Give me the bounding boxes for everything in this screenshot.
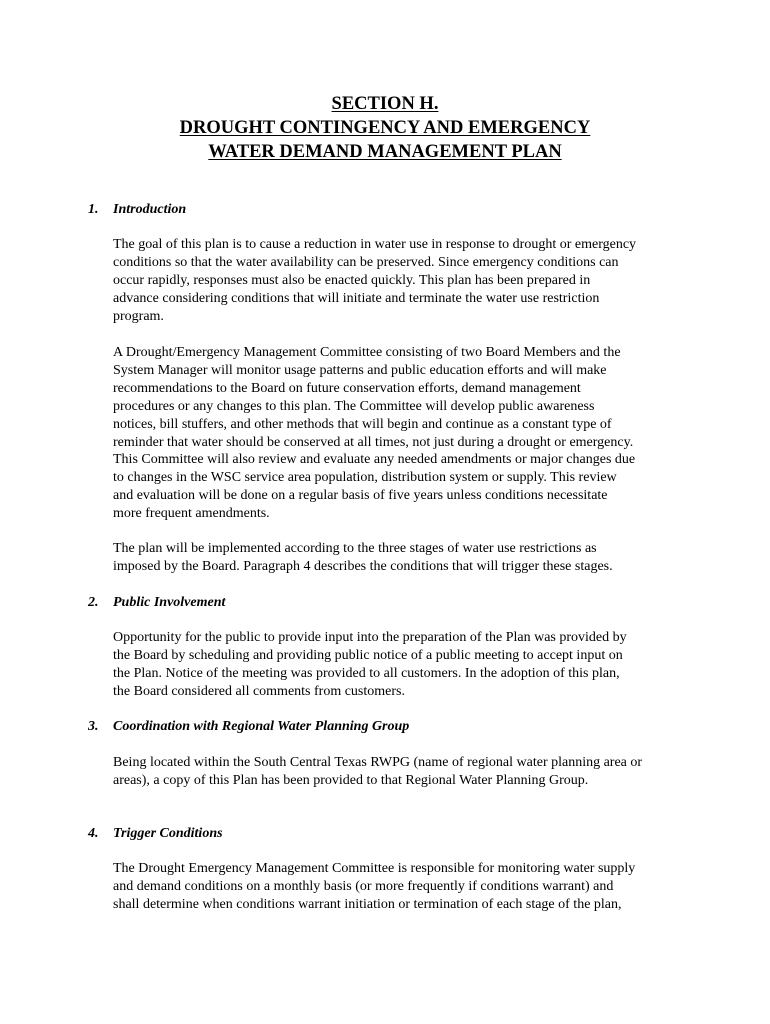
section-4-paragraph-1 [113,860,688,914]
text-line: and demand conditions on a monthly basis (or more frequently if conditions warrant) and [113,878,614,894]
text-line: procedures or any changes to this plan. The Committee will develop public awareness [113,398,595,414]
section-2-heading [88,594,225,612]
section-4-number: 4. [88,826,99,841]
text-line: The plan will be implemented according to the three stages of water use restrictions as [113,541,597,556]
text-line: shall determine when conditions warrant initiation or termination of each stage of the plan, [113,896,622,912]
section-3-number: 3. [88,719,99,734]
section-3-title: Coordination with Regional Water Planning Group [113,719,410,734]
section-2-number: 2. [88,595,99,610]
text-line: conditions so that the water availability can be preserved. Since emergency conditions can [113,254,619,270]
text-line: A Drought/Emergency Management Committee consisting of two Board Members and the [113,345,621,360]
text-line: to changes in the WSC service area population, distribution system or supply. This review [113,470,617,486]
text-line: advance considering conditions that will initiate and terminate the water use restriction [113,290,600,306]
section-1-number: 1. [88,202,99,217]
text-line: the Board considered all comments from customers. [113,683,405,699]
text-line: reminder that water should be conserved at all times, not just during a drought or emergency. [113,434,634,450]
text-line: the Plan. Notice of the meeting was provided to all customers. In the adoption of this plan, [113,665,620,681]
text-line: notices, bill stuffers, and other methods that will begin and continue as a constant type of [113,416,612,432]
text-line: more frequent amendments. [113,506,270,522]
text-line: and evaluation will be done on a regular basis of five years unless conditions necessitate [113,488,608,504]
section-1-heading [88,201,186,219]
title-line-water: WATER DEMAND MANAGEMENT PLAN [208,142,562,162]
text-line: occur rapidly, responses must also be enacted quickly. This plan has been prepared in [113,272,591,288]
section-2-title: Public Involvement [113,595,226,610]
text-line: Opportunity for the public to provide input into the preparation of the Plan was provided by [113,630,627,645]
text-line: imposed by the Board. Paragraph 4 describes the conditions that will trigger these stages. [113,558,613,574]
section-1-paragraph-1 [113,236,688,326]
section-1-title: Introduction [113,202,187,217]
text-line: recommendations to the Board on future conservation efforts, demand management [113,380,581,396]
text-line: This Committee will also review and evaluate any needed amendments or major changes due [113,452,636,468]
section-1-paragraph-2 [113,344,688,523]
section-3-heading [88,718,409,736]
section-3-paragraph-1 [113,754,688,790]
text-line: The Drought Emergency Management Committee is responsible for monitoring water supply [113,861,636,876]
title-line-section: SECTION H. [331,94,439,114]
text-line: the Board by scheduling and providing public notice of a public meeting to accept input on [113,647,623,663]
section-4-heading [88,825,223,843]
document-title [0,92,770,164]
text-line: System Manager will monitor usage patterns and public education efforts and will make [113,362,607,378]
section-2-paragraph-1 [113,629,688,701]
text-line: program. [113,308,164,324]
title-line-drought: DROUGHT CONTINGENCY AND EMERGENCY [179,118,591,138]
section-1-paragraph-3 [113,540,688,576]
text-line: areas), a copy of this Plan has been provided to that Regional Water Planning Group. [113,772,589,788]
section-4-title: Trigger Conditions [113,826,223,841]
text-line: The goal of this plan is to cause a reduction in water use in response to drought or emergency [113,237,637,252]
text-line: Being located within the South Central Texas RWPG (name of regional water planning area or [113,755,643,770]
